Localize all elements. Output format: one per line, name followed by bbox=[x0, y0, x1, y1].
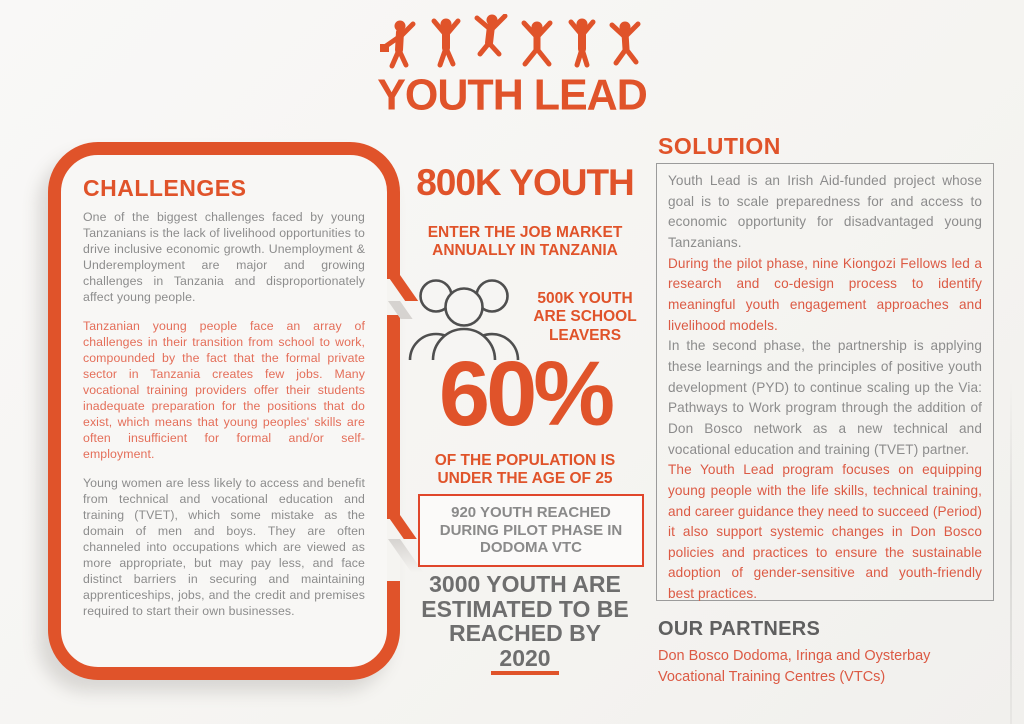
jumping-figure-icon bbox=[434, 19, 458, 66]
solution-paragraph-1: Youth Lead is an Irish Aid-funded project whose goal is to scale preparedness for and access to economic opportunity for disadvantaged young Tanzanians. bbox=[668, 173, 982, 250]
challenges-paragraph-3: Young women are less likely to access and benefit from technical and vocational education and training (TVET), which some mistake as the domain of men and boys. They are often channeled into occupations which are viewed as more appropriate, but may pay less, and face distinct barriers in securing and maintaining apprenticeships, jobs, and the credit and premises required to start their own businesses. bbox=[83, 475, 365, 618]
logo-title: YOUTH LEAD bbox=[377, 70, 647, 120]
stat-3000-year: 2020 bbox=[491, 646, 558, 676]
solution-heading: SOLUTION bbox=[658, 133, 781, 159]
jumping-figure-icon bbox=[380, 21, 413, 67]
stat-60-label: OF THE POPULATION IS UNDER THE AGE OF 25 bbox=[434, 452, 616, 488]
jumping-figure-icon bbox=[612, 22, 638, 64]
solution-paragraph-2: During the pilot phase, nine Kiongozi Fellows led a research and co-design process to identify meaningful youth engagement approaches and livelihood models. bbox=[668, 255, 982, 333]
solution-box bbox=[656, 163, 994, 601]
jumping-figure-icon bbox=[524, 22, 550, 65]
challenges-paragraph-2: Tanzanian young people face an array of challenges in their transition from school to work, compounded by the fact that the formal private sector in Tanzania creates few jobs. Many vocational training providers offer their students inadequate preparation for the positions that do exist, which means that young peoples' skills are often insufficient for formal and/or self-employment. bbox=[83, 318, 365, 461]
stat-920-label: 920 YOUTH REACHED DURING PILOT PHASE IN DODOMA VTC bbox=[439, 504, 623, 557]
page-edge-shadow bbox=[1010, 380, 1012, 724]
stat-920-box bbox=[418, 494, 644, 567]
stat-500k-label: 500K YOUTH ARE SCHOOL LEAVERS bbox=[533, 290, 637, 344]
solution-paragraph-3: In the second phase, the partnership is applying these learnings and the principles of positive youth development (PYD) to continue scaling up the Via: Pathways to Work program through the addition of Don Bosco network as a new technical and vocational education and training (TVET) partner. bbox=[668, 338, 982, 457]
stat-3000-label bbox=[412, 572, 638, 675]
jumping-figures-icon bbox=[372, 14, 652, 76]
stat-60-value: 60% bbox=[438, 343, 612, 445]
partners-heading: OUR PARTNERS bbox=[658, 618, 821, 640]
stat-800k-value: 800K YOUTH bbox=[416, 162, 634, 203]
jumping-figure-icon bbox=[477, 15, 505, 55]
logo bbox=[0, 14, 1024, 120]
challenges-bubble bbox=[48, 142, 400, 680]
jumping-figure-icon bbox=[571, 19, 593, 66]
stat-3000-text: 3000 YOUTH ARE ESTIMATED TO BE REACHED BY bbox=[421, 571, 629, 647]
challenges-heading: CHALLENGES bbox=[83, 175, 247, 201]
challenges-paragraph-1: One of the biggest challenges faced by young Tanzanians is the lack of livelihood opportunities to drive inclusive economic growth. Unemployment & Underemployment are major and growing challenges in Tanzania and disproportionately affect young people. bbox=[83, 210, 365, 304]
challenges-content bbox=[75, 167, 373, 659]
solution-paragraph-4: The Youth Lead program focuses on equipping young people with the life skills, technical training, and career guidance they need to succeed (Period) it also support systemic changes in Don Bosco policies and practices to ensure the sustainable adoption of gender-sensitive and youth-friendly best practices. bbox=[668, 462, 982, 602]
partners-text: Don Bosco Dodoma, Iringa and Oysterbay Vocational Training Centres (VTCs) bbox=[658, 648, 931, 686]
stat-800k-label: ENTER THE JOB MARKET ANNUALLY IN TANZANIA bbox=[427, 224, 623, 260]
